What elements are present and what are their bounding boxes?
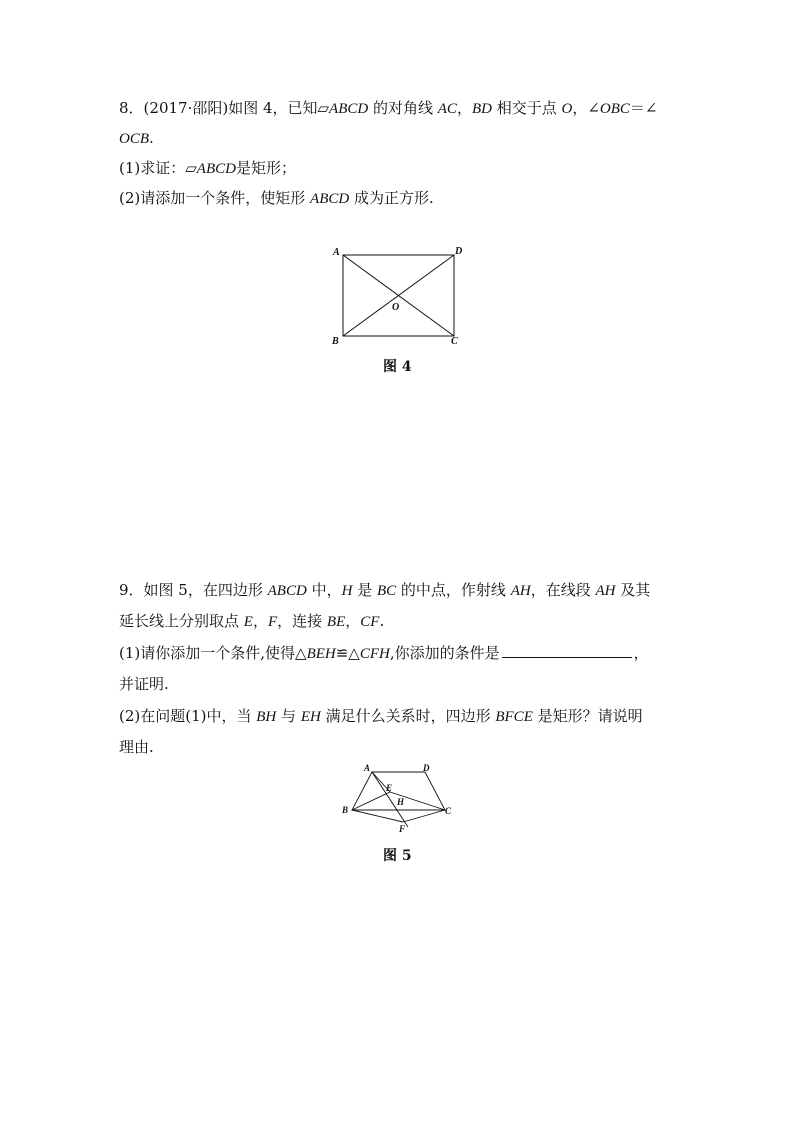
q9-line1 (119, 580, 650, 601)
q8-part1 (119, 158, 296, 179)
q8-var-o: O (561, 101, 573, 117)
q8-text: 相交于点 (491, 99, 562, 117)
q9-text: ， (252, 612, 268, 630)
q9-text: 并证明. (119, 675, 169, 693)
q8-text: (2)请添加一个条件，使矩形 (119, 189, 311, 207)
segment-be (352, 792, 390, 810)
q9-text: 是 (352, 581, 377, 599)
segment-bf (352, 810, 403, 822)
label-d: D (455, 246, 463, 257)
label-b: B (342, 805, 349, 815)
q9-var-cfh: CFH (359, 646, 390, 662)
q9-line2 (119, 611, 384, 632)
q9-text: ，在线段 (530, 581, 596, 599)
q8-var-obc: OBC (599, 101, 630, 117)
label-c: C (451, 336, 458, 347)
q9-var-bc: BC (376, 583, 397, 599)
q9-text: 理由. (119, 738, 154, 756)
label-e: E (386, 783, 393, 793)
q9-part2-line2 (119, 737, 154, 757)
q8-var-abcd: ABCD (329, 101, 369, 117)
q9-var-f: F (267, 614, 278, 630)
q9-text: 与 (276, 707, 301, 725)
q9-text: 及其 (615, 581, 651, 599)
q8-text: ，∠ (572, 99, 600, 117)
q8-text: ＝∠ (629, 99, 658, 117)
segment-cf (403, 810, 445, 822)
q9-var-eh: EH (300, 709, 321, 725)
q8-text: ， (456, 99, 472, 117)
q8-var-abcd: ABCD (196, 161, 236, 177)
q9-text: (2)在问题(1)中，当 (119, 707, 257, 725)
q9-var-ah: AH (510, 583, 531, 599)
q9-part1 (119, 643, 649, 664)
label-d: D (423, 763, 430, 773)
q9-part1-line2 (119, 674, 169, 694)
q8-var-abcd: ABCD (310, 191, 350, 207)
answer-blank[interactable] (502, 643, 632, 658)
q9-text: 的中点，作射线 (396, 581, 511, 599)
q9-var-cf: CF (360, 614, 380, 630)
q9-var-h: H (341, 583, 353, 599)
q9-part2 (119, 706, 643, 727)
q9-var-beh: BEH (306, 646, 336, 662)
q9-var-bfce: BFCE (495, 709, 533, 725)
q9-text: 满足什么关系时，四边形 (320, 707, 496, 725)
figure-4-rectangle-diagram (325, 240, 470, 352)
q8-var-ocb: OCB (119, 131, 149, 147)
q9-text: . (379, 612, 385, 630)
q9-text: 9．如图 5，在四边形 (119, 581, 268, 599)
q8-text: . (149, 129, 154, 147)
q8-var-ac: AC (437, 101, 457, 117)
label-a: A (333, 247, 340, 258)
q8-text: (1)求证：▱ (119, 159, 197, 177)
label-c: C (445, 806, 452, 816)
q8-line1 (119, 98, 658, 119)
q8-text: 的对角线 (368, 99, 438, 117)
label-a: A (364, 763, 371, 773)
q9-var-abcd: ABCD (267, 583, 307, 599)
label-h: H (397, 797, 405, 807)
q9-text: ， (633, 644, 649, 662)
q9-var-bh: BH (256, 709, 277, 725)
label-b: B (332, 336, 339, 347)
label-o: O (392, 302, 400, 313)
q9-text: 中， (306, 581, 342, 599)
q9-text: 是矩形？请说明 (532, 707, 643, 725)
label-f: F (399, 824, 406, 834)
q9-var-ah: AH (595, 583, 616, 599)
q9-var-be: BE (326, 614, 346, 630)
q9-text: 延长线上分别取点 (119, 612, 244, 630)
q8-line2 (119, 128, 154, 149)
q9-text: ≌△ (335, 644, 360, 662)
q9-var-e: E (243, 614, 253, 630)
figure-5-quadrilateral-diagram (335, 760, 465, 840)
q8-text: 8．(2017·邵阳)如图 4，已知▱ (119, 99, 330, 117)
figure-5-caption: 图 5 (383, 848, 412, 864)
q8-part2 (119, 188, 434, 209)
q9-text: (1)请你添加一个条件,使得△ (119, 644, 307, 662)
q9-text: ， (345, 612, 361, 630)
q8-text: 是矩形； (235, 159, 296, 177)
q8-text: 成为正方形. (349, 189, 434, 207)
q8-var-bd: BD (471, 101, 492, 117)
q9-text: ,你添加的条件是 (389, 644, 500, 662)
figure-4-caption: 图 4 (383, 359, 412, 375)
q9-text: ，连接 (277, 612, 327, 630)
